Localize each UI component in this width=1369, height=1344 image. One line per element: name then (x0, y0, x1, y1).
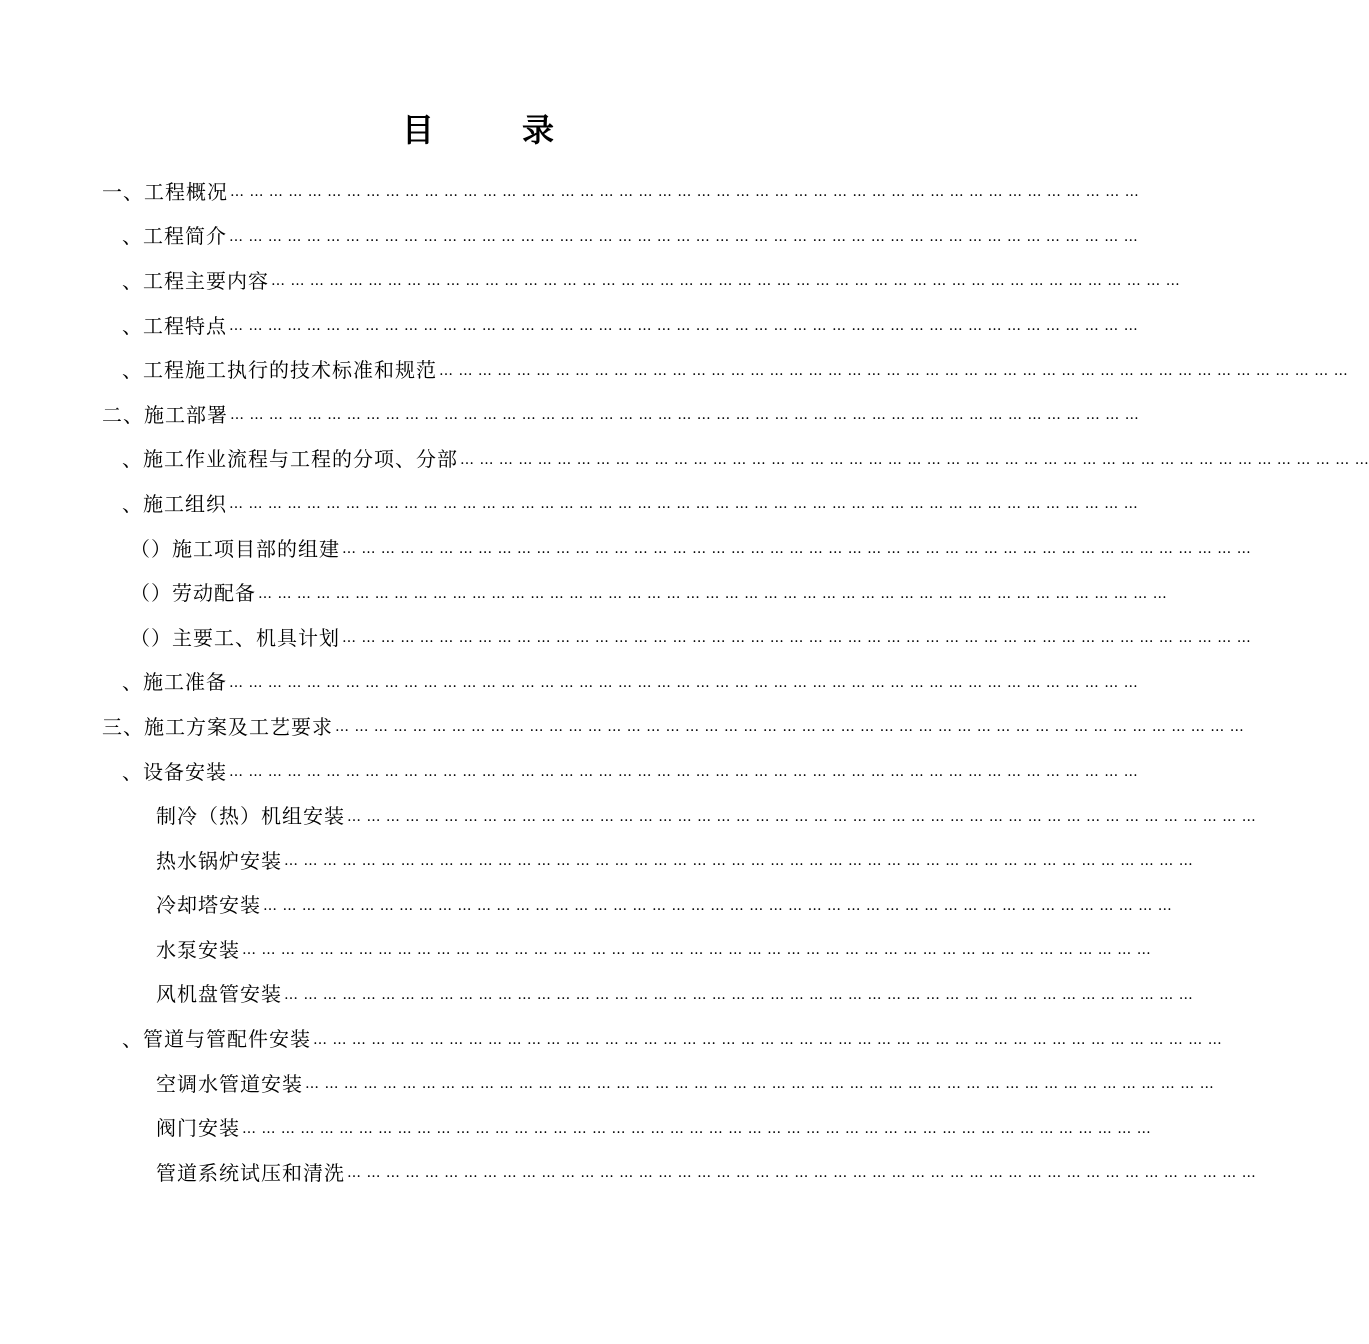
toc-entry[interactable] (0, 1104, 1152, 1149)
toc-dot-leader: … … … … … … … … … … … … … … … … … … … … … … … … … … … … … … … … … … … … … … … … … … … … … … … (229, 764, 1139, 781)
toc-title-char-1: 目 (402, 111, 435, 149)
toc-entry-label: 工程施工执行的技术标准和规范 (143, 358, 437, 383)
toc-entry-label: 工程概况 (144, 179, 228, 204)
toc-entry-section-2[interactable] (0, 391, 1140, 436)
toc-entry-number: 、 (122, 1027, 143, 1052)
toc-entry[interactable] (0, 837, 1194, 882)
toc-entry[interactable] (0, 926, 1152, 971)
toc-entry[interactable] (0, 1015, 1223, 1060)
toc-entry[interactable] (0, 346, 1349, 391)
toc-entry-number: 二、 (102, 402, 144, 427)
toc-entry-number: 三、 (102, 714, 144, 739)
toc-dot-leader: … … … … … … … … … … … … … … … … … … … … … … … … … … … … … … … … … … … … … … … … … … … … … … … (230, 407, 1140, 424)
toc-dot-leader: … … … … … … … … … … … … … … … … … … … … … … … … … … … … … … … … … … … … … … … … … … … … … … … (229, 318, 1139, 335)
toc-entry[interactable] (0, 480, 1139, 525)
toc-entry-number: 、 (122, 358, 143, 383)
toc-entry-section-3[interactable] (0, 703, 1245, 748)
toc-entry-label: 施工组织 (143, 491, 227, 516)
toc-entry-label: 施工方案及工艺要求 (144, 714, 333, 739)
toc-entry[interactable] (0, 614, 1252, 659)
toc-entry-number: 、 (122, 447, 143, 472)
toc-dot-leader: … … … … … … … … … … … … … … … … … … … … … … … … … … … … … … … … … … … … … … … … … … … … … … … (335, 719, 1245, 736)
toc-dot-leader: … … … … … … … … … … … … … … … … … … … … … … … … … … … … … … … … … … … … … … … … … … … … … … … (347, 1165, 1257, 1182)
toc-entry-label: 制冷（热）机组安装 (156, 804, 345, 829)
toc-entry[interactable] (0, 659, 1139, 704)
toc-entry-label: 水泵安装 (156, 937, 240, 962)
toc-entry-number: （） (130, 536, 172, 561)
toc-entry-number: 、 (122, 670, 143, 695)
toc-entry-label: 管道系统试压和清洗 (156, 1160, 345, 1185)
toc-dot-leader: … … … … … … … … … … … … … … … … … … … … … … … … … … … … … … … … … … … … … … … … … … … … … … … (439, 362, 1349, 379)
toc-title (0, 108, 950, 152)
toc-entry-label: 劳动配备 (172, 581, 256, 606)
toc-entry-label: 空调水管道安装 (156, 1071, 303, 1096)
toc-entry-label: 主要工、机具计划 (172, 625, 340, 650)
toc-dot-leader: … … … … … … … … … … … … … … … … … … … … … … … … … … … … … … … … … … … … … … … … … … … … … … … (229, 496, 1139, 513)
toc-dot-leader: … … … … … … … … … … … … … … … … … … … … … … … … … … … … … … … … … … … … … … … … … … … … … … … (342, 541, 1252, 558)
toc-entry-number: （） (130, 625, 172, 650)
toc-dot-leader: … … … … … … … … … … … … … … … … … … … … … … … … … … … … … … … … … … … … … … … … … … … … … … … (229, 228, 1139, 245)
toc-entry-label: 工程简介 (143, 224, 227, 249)
toc-entry-label: 施工准备 (143, 670, 227, 695)
toc-entry[interactable] (0, 213, 1139, 258)
toc-dot-leader: … … … … … … … … … … … … … … … … … … … … … … … … … … … … … … … … … … … … … … … … … … … … … … … (230, 184, 1140, 201)
toc-entry[interactable] (0, 569, 1168, 614)
toc-entry[interactable] (0, 971, 1194, 1016)
toc-entry-label: 冷却塔安装 (156, 893, 261, 918)
toc-entry-number: 、 (122, 313, 143, 338)
toc-entry-number: 、 (122, 268, 143, 293)
toc-entry[interactable] (0, 1149, 1257, 1194)
toc-entry-label: 工程特点 (143, 313, 227, 338)
toc-entry-label: 热水锅炉安装 (156, 848, 282, 873)
toc-entry[interactable] (0, 1060, 1215, 1105)
toc-dot-leader: … … … … … … … … … … … … … … … … … … … … … … … … … … … … … … … … … … … … … … … … … … … … … … … (258, 585, 1168, 602)
toc-dot-leader: … … … … … … … … … … … … … … … … … … … … … … … … … … … … … … … … … … … … … … … … … … … … … … … (242, 942, 1152, 959)
toc-entry-label: 施工项目部的组建 (172, 536, 340, 561)
toc-entry-number: 一、 (102, 179, 144, 204)
toc-entry[interactable] (0, 302, 1139, 347)
toc-list (0, 168, 1369, 1194)
toc-entry-label: 设备安装 (143, 759, 227, 784)
toc-entry[interactable] (0, 436, 1369, 481)
toc-title-char-2: 录 (522, 111, 555, 149)
toc-dot-leader: … … … … … … … … … … … … … … … … … … … … … … … … … … … … … … … … … … … … … … … … … … … … … … … (242, 1120, 1152, 1137)
toc-dot-leader: … … … … … … … … … … … … … … … … … … … … … … … … … … … … … … … … … … … … … … … … … … … … … … … (284, 853, 1194, 870)
toc-dot-leader: … … … … … … … … … … … … … … … … … … … … … … … … … … … … … … … … … … … … … … … … … … … … … … … (305, 1076, 1215, 1093)
toc-entry-label: 工程主要内容 (143, 268, 269, 293)
toc-entry[interactable] (0, 792, 1257, 837)
toc-dot-leader: … … … … … … … … … … … … … … … … … … … … … … … … … … … … … … … … … … … … … … … … … … … … … … … (460, 451, 1369, 468)
toc-entry-label: 阀门安装 (156, 1116, 240, 1141)
toc-entry-label: 风机盘管安装 (156, 982, 282, 1007)
toc-entry[interactable] (0, 882, 1173, 927)
toc-dot-leader: … … … … … … … … … … … … … … … … … … … … … … … … … … … … … … … … … … … … … … … … … … … … … … … (229, 674, 1139, 691)
toc-entry-number: 、 (122, 491, 143, 516)
toc-entry-number: 、 (122, 759, 143, 784)
toc-dot-leader: … … … … … … … … … … … … … … … … … … … … … … … … … … … … … … … … … … … … … … … … … … … … … … … (313, 1031, 1223, 1048)
toc-entry-number: 、 (122, 224, 143, 249)
toc-entry-label: 施工部署 (144, 402, 228, 427)
toc-entry[interactable] (0, 748, 1139, 793)
toc-entry-label: 施工作业流程与工程的分项、分部 (143, 447, 458, 472)
toc-entry-section-1[interactable] (0, 168, 1140, 213)
toc-dot-leader: … … … … … … … … … … … … … … … … … … … … … … … … … … … … … … … … … … … … … … … … … … … … … … … (271, 273, 1181, 290)
toc-dot-leader: … … … … … … … … … … … … … … … … … … … … … … … … … … … … … … … … … … … … … … … … … … … … … … … (284, 986, 1194, 1003)
toc-dot-leader: … … … … … … … … … … … … … … … … … … … … … … … … … … … … … … … … … … … … … … … … … … … … … … … (347, 808, 1257, 825)
toc-entry-number: （） (130, 581, 172, 606)
toc-entry-label: 管道与管配件安装 (143, 1027, 311, 1052)
toc-dot-leader: … … … … … … … … … … … … … … … … … … … … … … … … … … … … … … … … … … … … … … … … … … … … … … … (263, 897, 1173, 914)
toc-dot-leader: … … … … … … … … … … … … … … … … … … … … … … … … … … … … … … … … … … … … … … … … … … … … … … … (342, 630, 1252, 647)
toc-entry[interactable] (0, 257, 1181, 302)
toc-entry[interactable] (0, 525, 1252, 570)
